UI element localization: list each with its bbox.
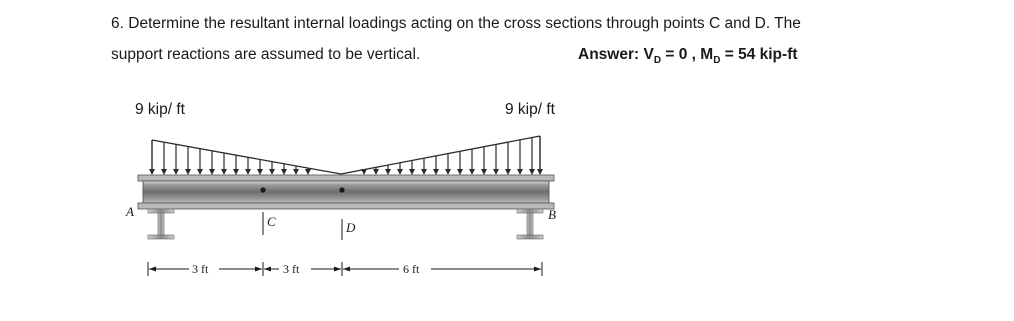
load-arrow-head xyxy=(305,169,311,175)
load-label-right: 9 kip/ ft xyxy=(505,101,555,118)
load-arrow-head xyxy=(481,169,487,175)
load-arrow-head xyxy=(293,169,299,175)
load-arrow-head xyxy=(445,169,451,175)
question-line-2: support reactions are assumed to be vertical. xyxy=(111,46,421,63)
answer-vd: $V_D = 0$ , xyxy=(643,46,701,67)
load-arrow-head xyxy=(197,169,203,175)
load-arrows xyxy=(149,136,543,175)
load-arrow-head xyxy=(373,169,379,175)
load-arrow-head xyxy=(469,169,475,175)
load-slope-left xyxy=(152,140,341,174)
load-arrow-head xyxy=(529,169,535,175)
load-arrow-head xyxy=(397,169,403,175)
support-b xyxy=(517,209,543,239)
load-arrow-head xyxy=(385,169,391,175)
load-arrow-head xyxy=(537,169,543,175)
load-slope-right xyxy=(341,136,540,174)
load-arrow-head xyxy=(149,169,155,175)
question-number: 6. xyxy=(111,15,124,32)
dim-label-1: 3 ft xyxy=(192,262,209,276)
load-arrow-head xyxy=(209,169,215,175)
load-arrow-head xyxy=(269,169,275,175)
load-arrow-head xyxy=(233,169,239,175)
load-arrow-head xyxy=(173,169,179,175)
answer-prefix: Answer: xyxy=(578,46,640,63)
load-arrow-head xyxy=(433,169,439,175)
load-label-left: 9 kip/ ft xyxy=(135,101,185,118)
load-arrow-head xyxy=(185,169,191,175)
load-arrow-head xyxy=(457,169,463,175)
load-arrow-head xyxy=(493,169,499,175)
beam xyxy=(138,175,554,209)
load-arrow-head xyxy=(257,169,263,175)
load-arrow-head xyxy=(409,169,415,175)
load-arrow-head xyxy=(421,169,427,175)
answer-md: $M_D = 54$ kip-ft xyxy=(700,46,798,67)
load-arrow-head xyxy=(505,169,511,175)
point-d-dot xyxy=(339,187,344,192)
label-d: D xyxy=(346,220,356,235)
load-arrow-head xyxy=(281,169,287,175)
label-a: A xyxy=(126,204,134,219)
load-arrow-head xyxy=(361,169,367,175)
support-a xyxy=(148,209,174,239)
label-b: B xyxy=(548,207,556,222)
point-c-dot xyxy=(260,187,265,192)
load-arrow-head xyxy=(221,169,227,175)
dim-label-3: 6 ft xyxy=(403,262,420,276)
load-arrow-head xyxy=(245,169,251,175)
label-c: C xyxy=(267,214,276,229)
distributed-load xyxy=(152,136,540,174)
load-arrow-head xyxy=(161,169,167,175)
load-arrow-head xyxy=(517,169,523,175)
dim-label-2: 3 ft xyxy=(283,262,300,276)
question-text-1: Determine the resultant internal loadings acting on the cross sections through points C and D. The xyxy=(128,15,801,32)
